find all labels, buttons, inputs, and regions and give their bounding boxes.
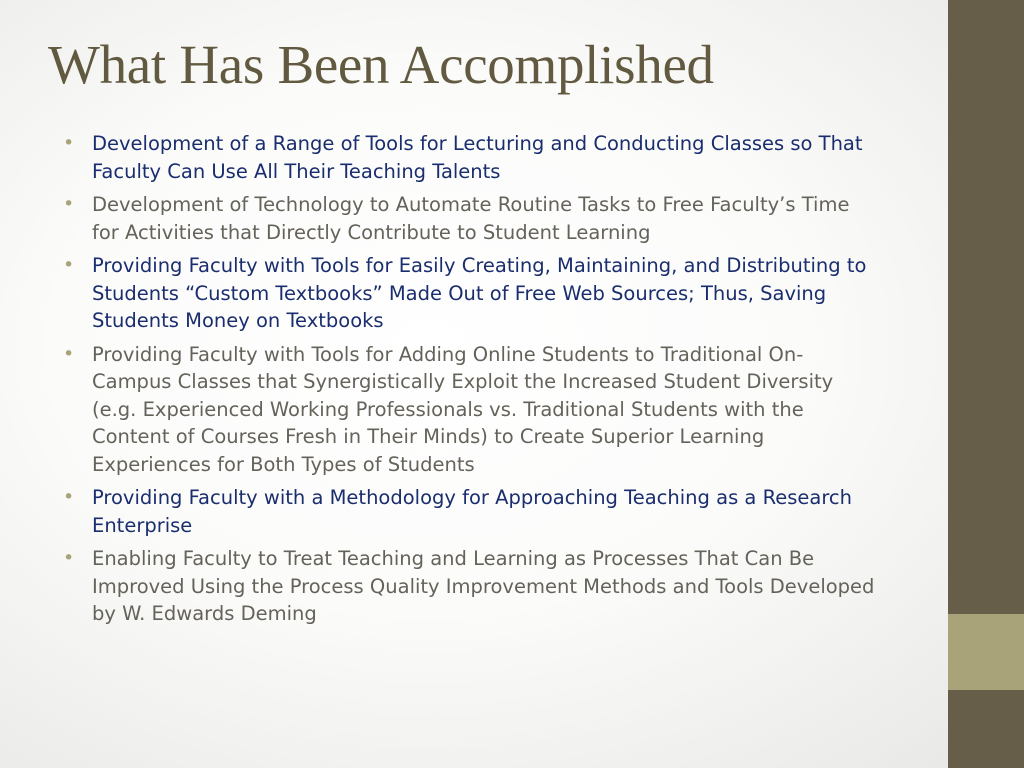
bullet-item — [0, 191, 882, 246]
bullet-text: Providing Faculty with Tools for Easily Creating, Maintaining, and Distributing to Students “Custom Textbooks” Made Out of Free Web Sources; Thus, Saving Students Money on Textbooks — [92, 254, 867, 332]
bullet-dot-icon: • — [63, 132, 75, 154]
bullet-item — [0, 341, 882, 479]
bullet-dot-icon: • — [63, 486, 75, 508]
bullet-item — [0, 545, 882, 628]
bullet-list — [0, 130, 940, 634]
bullet-item — [0, 130, 882, 185]
bullet-dot-icon: • — [63, 254, 75, 276]
bullet-text: Development of Technology to Automate Routine Tasks to Free Faculty’s Time for Activities that Directly Contribute to Student Learning — [92, 193, 850, 244]
bullet-item — [0, 484, 882, 539]
bullet-text: Enabling Faculty to Treat Teaching and Learning as Processes That Can Be Improved Using the Process Quality Improvement Methods and Tools Developed by W. Edwards Deming — [92, 547, 875, 625]
bullet-text: Providing Faculty with Tools for Adding Online Students to Traditional On-Campus Classes that Synergistically Exploit the Increased Student Diversity (e.g. Experienced Working Professionals vs. Traditional Students with the Content of Courses Fresh in Their Minds) to Create Superior Learning Experiences for Both Types of Students — [92, 342, 834, 476]
slide-title: What Has Been Accomplished — [48, 34, 714, 95]
bullet-text: Providing Faculty with a Methodology for Approaching Teaching as a Research Enterprise — [92, 486, 853, 537]
side-accent-block — [948, 614, 1024, 690]
bullet-dot-icon: • — [63, 547, 75, 569]
bullet-dot-icon: • — [63, 193, 75, 215]
bullet-dot-icon: • — [63, 342, 75, 365]
bullet-text: Development of a Range of Tools for Lecturing and Conducting Classes so That Faculty Can Use All Their Teaching Talents — [92, 132, 863, 183]
bullet-item — [0, 252, 882, 335]
